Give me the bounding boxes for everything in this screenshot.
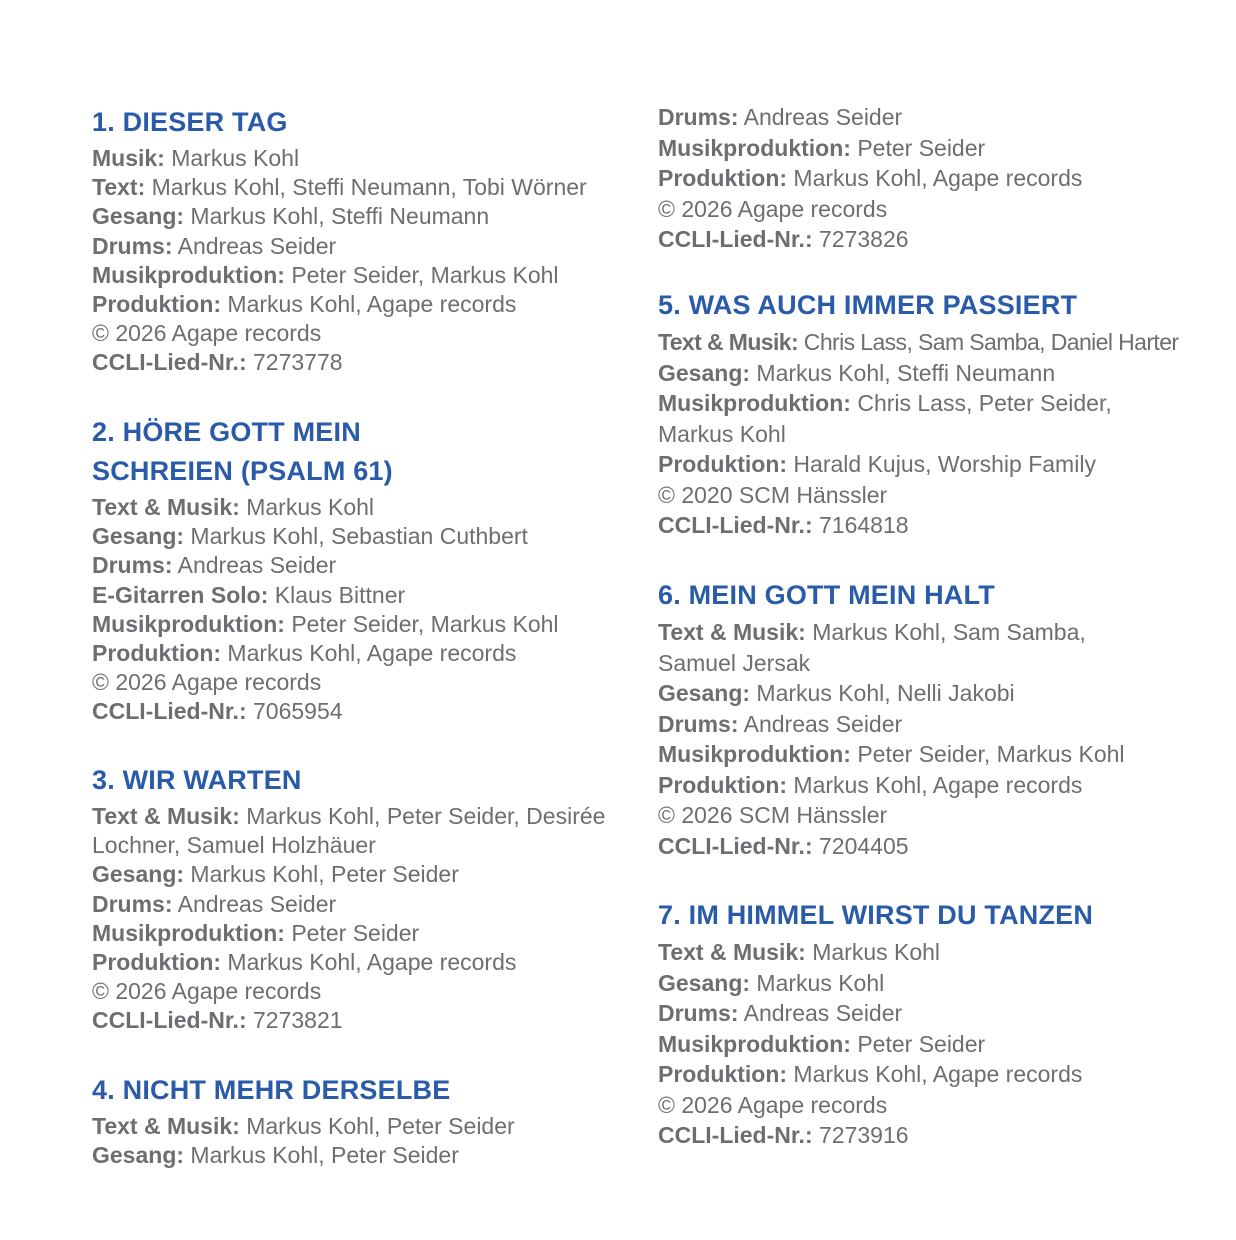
ccli-line — [658, 510, 1218, 541]
credit-value: Markus Kohl, Sam Samba, Samuel Jersak — [658, 619, 1086, 676]
credit-label: Musik: — [92, 145, 165, 171]
ccli-line — [658, 224, 1218, 255]
ccli-line — [658, 1120, 1218, 1151]
credit-line — [658, 358, 1218, 389]
credit-label: Gesang: — [658, 359, 751, 386]
credit-value: Markus Kohl, Agape records — [787, 771, 1083, 798]
credit-label: Gesang: — [92, 203, 185, 230]
credit-label: CCLI-Lied-Nr.: — [658, 226, 813, 252]
credit-label: CCLI-Lied-Nr.: — [92, 349, 247, 376]
copyright-line — [658, 1090, 1218, 1121]
credit-line — [92, 493, 632, 522]
copyright-value: © 2026 Agape records — [92, 669, 322, 696]
ccli-line — [658, 831, 1218, 862]
credit-line — [658, 739, 1218, 770]
song-1 — [92, 103, 632, 378]
credit-value: Andreas Seider — [738, 710, 903, 737]
credit-value: Markus Kohl, Peter Seider — [239, 1113, 515, 1139]
credit-line — [92, 610, 632, 639]
credit-label: Musikproduktion: — [92, 610, 285, 637]
ccli-number: 7164818 — [812, 512, 909, 538]
ccli-number: 7204405 — [812, 832, 909, 859]
credit-label: Produktion: — [658, 771, 788, 798]
credit-line — [92, 261, 632, 290]
copyright-line — [658, 480, 1218, 511]
song-7 — [658, 896, 1218, 1151]
credit-label: Musikproduktion: — [658, 134, 851, 161]
credit-value: Chris Lass, Peter Seider, Markus Kohl — [658, 390, 1112, 447]
credit-value: Markus Kohl, Steffi Neumann, Tobi Wörner — [145, 174, 587, 201]
credit-line — [92, 522, 632, 551]
credit-label: Produktion: — [658, 1061, 788, 1087]
credit-line — [92, 919, 632, 948]
credit-label: Musikproduktion: — [658, 1030, 851, 1057]
credit-line — [658, 1059, 1218, 1090]
song-2 — [92, 413, 632, 727]
song-title: 2. HÖRE GOTT MEIN SCHREIEN (PSALM 61) — [92, 417, 393, 486]
credit-value: Peter Seider, Markus Kohl — [284, 261, 559, 288]
credit-label: CCLI-Lied-Nr.: — [658, 1122, 813, 1148]
credit-value: Peter Seider — [850, 1030, 986, 1057]
ccli-line — [92, 348, 632, 377]
credit-label: Produktion: — [92, 640, 222, 667]
credit-line — [92, 144, 632, 173]
credit-value: Markus Kohl — [750, 969, 885, 996]
credit-line — [92, 1112, 632, 1141]
copyright-line — [658, 194, 1218, 225]
credit-line — [92, 860, 632, 889]
ccli-number: 7273821 — [246, 1007, 343, 1034]
copyright-line — [92, 977, 632, 1006]
credit-value: Andreas Seider — [172, 232, 337, 259]
credit-label: Gesang: — [92, 1142, 185, 1169]
copyright-line — [658, 800, 1218, 831]
credit-value: Markus Kohl, Agape records — [787, 1061, 1083, 1087]
song-title: 7. IM HIMMEL WIRST DU TANZEN — [658, 900, 1094, 930]
credit-value: Markus Kohl, Agape records — [221, 640, 517, 667]
copyright-value: © 2026 Agape records — [92, 978, 322, 1005]
credit-value: Markus Kohl, Nelli Jakobi — [750, 680, 1015, 706]
credit-label: Text & Musik: — [658, 619, 806, 645]
credit-line — [658, 102, 1218, 133]
credit-line — [658, 449, 1218, 480]
credit-value: Markus Kohl, Peter Seider — [184, 1142, 459, 1169]
credit-value: Andreas Seider — [172, 890, 337, 917]
credit-label: Gesang: — [92, 523, 185, 550]
credit-value: Markus Kohl — [164, 145, 300, 171]
credit-value: Chris Lass, Sam Samba, Daniel Harter — [798, 329, 1179, 355]
credit-line — [658, 327, 1218, 358]
credit-value: Markus Kohl, Agape records — [221, 291, 517, 318]
credit-label: Gesang: — [658, 969, 751, 996]
credit-line — [92, 202, 632, 231]
credit-label: Musikproduktion: — [658, 390, 851, 416]
credit-label: Text: — [92, 174, 146, 201]
song-6 — [658, 576, 1218, 861]
credit-label: CCLI-Lied-Nr.: — [92, 1007, 247, 1034]
credit-label: Text & Musik: — [658, 329, 799, 355]
credit-line — [92, 232, 632, 261]
credit-label: Musikproduktion: — [92, 261, 285, 288]
song-title: 5. WAS AUCH IMMER PASSIERT — [658, 290, 1078, 320]
credit-line — [92, 290, 632, 319]
credit-label: Text & Musik: — [658, 939, 806, 965]
credit-label: Text & Musik: — [92, 494, 240, 520]
credit-label: Drums: — [92, 890, 173, 917]
credit-line — [658, 388, 1138, 449]
ccli-number: 7273778 — [246, 349, 343, 376]
credit-label: CCLI-Lied-Nr.: — [658, 832, 813, 859]
credit-label: Text & Musik: — [92, 803, 240, 829]
credit-value: Andreas Seider — [738, 1000, 903, 1026]
song-title: 1. DIESER TAG — [92, 107, 288, 137]
credit-line — [658, 770, 1218, 801]
credit-line — [658, 163, 1218, 194]
credit-line — [92, 1141, 632, 1170]
credit-line — [92, 551, 632, 580]
credit-line — [658, 678, 1218, 709]
credit-value: Markus Kohl, Peter Seider — [184, 861, 459, 888]
credit-value: Andreas Seider — [172, 552, 337, 579]
song-4 — [92, 1071, 632, 1170]
credit-line — [658, 937, 1218, 968]
credit-label: Text & Musik: — [92, 1113, 240, 1139]
credit-label: CCLI-Lied-Nr.: — [658, 512, 813, 538]
copyright-value: © 2026 Agape records — [658, 195, 888, 222]
credit-label: Produktion: — [658, 451, 788, 477]
copyright-value: © 2026 Agape records — [92, 320, 322, 347]
song-5 — [658, 286, 1218, 541]
song-title: 4. NICHT MEHR DERSELBE — [92, 1075, 451, 1105]
ccli-number: 7273916 — [812, 1122, 909, 1148]
credit-label: Produktion: — [658, 165, 788, 191]
credit-label: Drums: — [658, 710, 739, 737]
credit-label: Musikproduktion: — [658, 741, 851, 767]
ccli-line — [92, 1006, 632, 1035]
credit-label: Drums: — [658, 1000, 739, 1026]
credit-label: Drums: — [658, 104, 739, 130]
song-4-continued — [658, 102, 1218, 255]
song-3 — [92, 761, 632, 1036]
credit-value: Andreas Seider — [738, 104, 903, 130]
credit-value: Peter Seider — [850, 134, 986, 161]
credit-label: E-Gitarren Solo: — [92, 581, 269, 608]
credit-value: Markus Kohl, Steffi Neumann — [184, 203, 490, 230]
copyright-value: © 2026 Agape records — [658, 1091, 888, 1118]
credit-line — [92, 639, 632, 668]
copyright-value: © 2026 SCM Hänssler — [658, 802, 888, 828]
credit-line — [92, 581, 632, 610]
credit-value: Markus Kohl — [239, 494, 375, 520]
credit-value: Peter Seider, Markus Kohl — [850, 741, 1125, 767]
ccli-line — [92, 697, 632, 726]
credit-label: CCLI-Lied-Nr.: — [92, 698, 247, 725]
credit-value: Markus Kohl — [805, 939, 941, 965]
credit-line — [658, 998, 1218, 1029]
song-title: 6. MEIN GOTT MEIN HALT — [658, 580, 995, 610]
credit-label: Drums: — [92, 552, 173, 579]
credit-value: Markus Kohl, Agape records — [787, 165, 1083, 191]
credit-line — [658, 709, 1218, 740]
song-title: 3. WIR WARTEN — [92, 765, 302, 795]
copyright-line — [92, 319, 632, 348]
credit-label: Produktion: — [92, 949, 222, 976]
credit-value: Peter Seider, Markus Kohl — [284, 610, 559, 637]
credit-value: Peter Seider — [284, 919, 420, 946]
credit-value: Klaus Bittner — [268, 581, 406, 608]
credit-value: Markus Kohl, Peter Seider, Desirée Lochner, Samuel Holzhäuer — [92, 803, 606, 859]
credit-label: Produktion: — [92, 291, 222, 318]
credit-line — [92, 802, 612, 860]
copyright-value: © 2020 SCM Hänssler — [658, 481, 888, 508]
copyright-line — [92, 668, 632, 697]
credit-line — [658, 133, 1218, 164]
credit-label: Gesang: — [658, 680, 751, 706]
credit-line — [658, 1029, 1218, 1060]
credit-value: Markus Kohl, Steffi Neumann — [750, 359, 1056, 386]
ccli-number: 7273826 — [812, 226, 909, 252]
credit-value: Markus Kohl, Sebastian Cuthbert — [184, 523, 528, 550]
credit-line — [92, 890, 632, 919]
credit-line — [658, 968, 1218, 999]
credit-line — [658, 617, 1118, 678]
credit-line — [92, 948, 632, 977]
credit-value: Harald Kujus, Worship Family — [787, 451, 1096, 477]
credit-label: Drums: — [92, 232, 173, 259]
credit-line — [92, 173, 632, 202]
credit-label: Musikproduktion: — [92, 919, 285, 946]
ccli-number: 7065954 — [246, 698, 343, 725]
credit-label: Gesang: — [92, 861, 185, 888]
credit-value: Markus Kohl, Agape records — [221, 949, 517, 976]
